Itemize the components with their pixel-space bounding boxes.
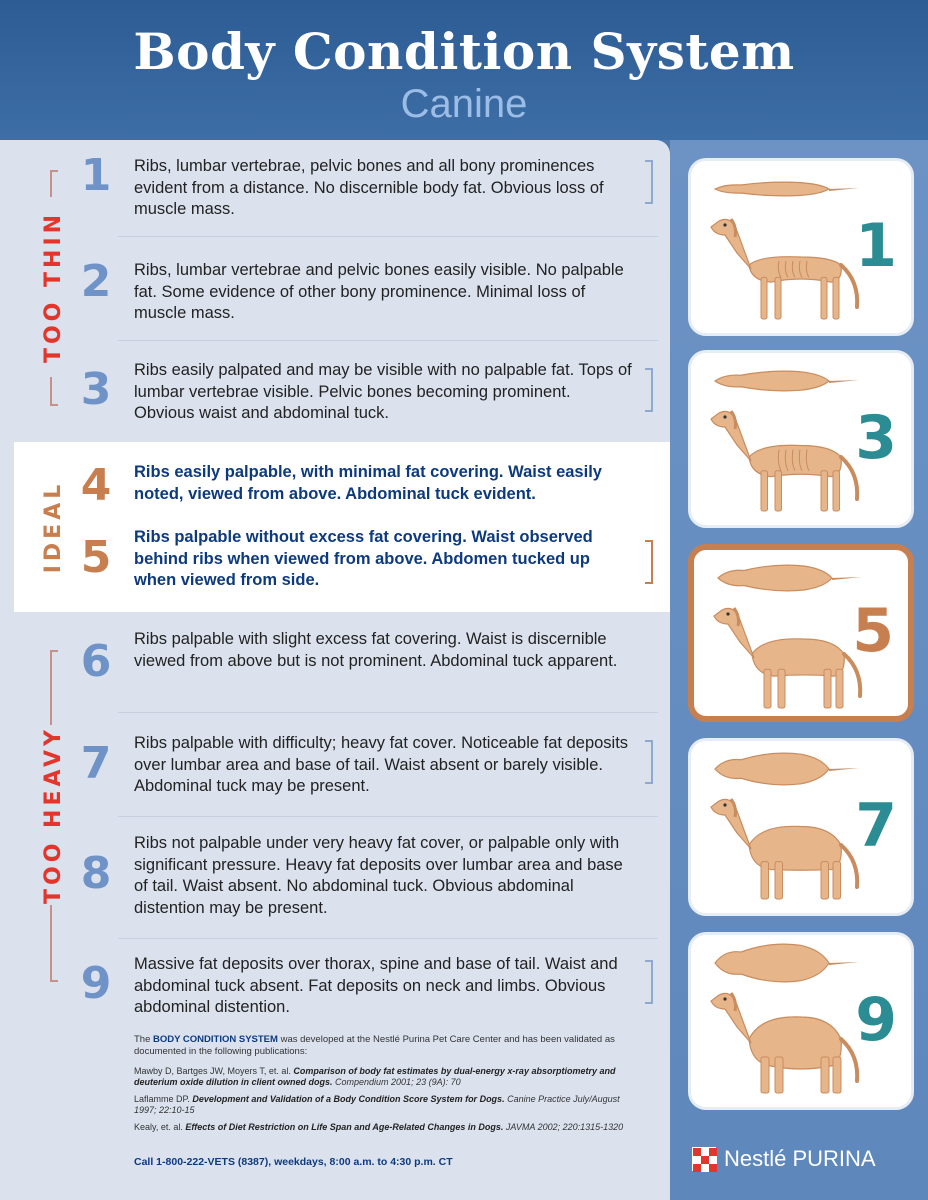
dog-head bbox=[714, 608, 754, 658]
divider bbox=[118, 236, 658, 237]
score-description: Ribs palpable without excess fat covering. Waist observed behind ribs when viewed from above. Abdomen tucked up when viewed from side. bbox=[134, 528, 593, 589]
card-score: 7 bbox=[855, 791, 897, 861]
nestle-purina-logo bbox=[692, 1144, 876, 1174]
footer-intro-post: was developed at the Nestlé Purina Pet Care Center and has been validated as documented in the following publications: bbox=[134, 1034, 615, 1057]
ref-title: Effects of Diet Restriction on Life Span and Age-Related Changes in Dogs. bbox=[185, 1122, 504, 1132]
dog-leg bbox=[836, 669, 843, 708]
score-number: 8 bbox=[80, 848, 112, 899]
card-link-bracket bbox=[645, 960, 653, 1004]
dog-leg bbox=[775, 471, 782, 511]
dog-eye bbox=[726, 612, 729, 615]
dog-leg bbox=[821, 277, 827, 319]
score-description: Ribs easily palpated and may be visible with no palpable fat. Tops of lumbar vertebrae visible. Pelvic bones becoming prominent. Obvious waist and abdominal tuck. bbox=[134, 361, 632, 422]
divider bbox=[118, 340, 658, 341]
card-link-bracket bbox=[645, 160, 653, 204]
reference bbox=[134, 1094, 634, 1116]
footer-intro bbox=[134, 1034, 634, 1058]
score-description: Ribs, lumbar vertebrae, pelvic bones and all bony prominences evident from a distance. No discernible body fat. Obvious loss of muscle mass. bbox=[134, 157, 604, 218]
score-description: Ribs, lumbar vertebrae and pelvic bones easily visible. No palpable fat. Some evidence of other bony prominence. Minimal loss of muscle mass. bbox=[134, 261, 624, 322]
score-number: 2 bbox=[80, 256, 112, 307]
header bbox=[0, 0, 928, 140]
dog-leg bbox=[821, 1057, 829, 1093]
dog-tail bbox=[829, 380, 859, 383]
ref-authors: Mawby D, Bartges JW, Moyers T, et. al. bbox=[134, 1066, 294, 1076]
dog-tail bbox=[832, 577, 862, 580]
checkerboard-icon bbox=[692, 1147, 716, 1171]
dog-leg bbox=[833, 471, 840, 511]
ref-journal: JAVMA 2002; 220:1315-1320 bbox=[503, 1122, 624, 1132]
dog-top-view bbox=[718, 565, 832, 591]
dog-leg bbox=[775, 862, 783, 899]
dog-leg bbox=[833, 1057, 841, 1093]
footer-intro-pre: The bbox=[134, 1034, 154, 1045]
score-number: 6 bbox=[80, 636, 112, 687]
dog-leg bbox=[824, 669, 831, 708]
score-description: Ribs not palpable under very heavy fat cover, or palpable only with significant pressure. Heavy fat deposits over lumbar area and base of tail. Waist absent. No abdominal tuck. Obvious abdominal distention may be present. bbox=[134, 834, 623, 917]
dog-tail bbox=[829, 962, 859, 965]
dog-top-view bbox=[715, 182, 829, 196]
reference bbox=[134, 1066, 634, 1088]
card-score: 1 bbox=[855, 211, 897, 281]
dog-card bbox=[688, 350, 914, 528]
card-score: 3 bbox=[855, 403, 897, 473]
dog-eye bbox=[723, 415, 726, 418]
score-description: Ribs palpable with slight excess fat covering. Waist is discernible viewed from above but is not prominent. Abdominal tuck apparent. bbox=[134, 630, 618, 670]
dog-tail bbox=[829, 768, 859, 771]
dog-tail bbox=[829, 188, 859, 191]
divider bbox=[118, 712, 658, 713]
page-title: Body Condition System bbox=[133, 22, 795, 81]
category-ideal: IDEAL bbox=[39, 457, 69, 597]
dog-card bbox=[688, 738, 914, 916]
dog-leg bbox=[761, 862, 769, 899]
category-too-heavy: TOO HEAVY bbox=[39, 725, 69, 905]
score-description: Massive fat deposits over thorax, spine and base of tail. Waist and abdominal tuck absent. Fat deposits on neck and limbs. Obvious abdominal distention. bbox=[134, 955, 618, 1016]
reference bbox=[134, 1122, 634, 1133]
ref-authors: Laflamme DP. bbox=[134, 1094, 193, 1104]
score-number: 9 bbox=[80, 958, 112, 1009]
ref-authors: Kealy, et. al. bbox=[134, 1122, 186, 1132]
score-description: Ribs easily palpable, with minimal fat covering. Waist easily noted, viewed from above. Abdominal tuck evident. bbox=[134, 463, 602, 503]
score-number: 1 bbox=[80, 150, 112, 201]
dog-leg bbox=[821, 862, 829, 899]
divider bbox=[118, 816, 658, 817]
dog-top-view bbox=[715, 753, 829, 785]
score-number: 7 bbox=[80, 738, 112, 789]
logo-text: Nestlé PURINA bbox=[724, 1146, 876, 1171]
ref-journal: Compendium 2001; 23 (9A): 70 bbox=[332, 1077, 461, 1087]
ref-title: Development and Validation of a Body Condition Score System for Dogs. bbox=[192, 1094, 505, 1104]
divider bbox=[118, 938, 658, 939]
dog-head bbox=[711, 219, 751, 269]
dog-top-view bbox=[715, 944, 829, 982]
dog-leg bbox=[761, 471, 768, 511]
dog-leg bbox=[833, 277, 839, 319]
contact-line: Call 1-800-222-VETS (8387), weekdays, 8:00 a.m. to 4:30 p.m. CT bbox=[134, 1156, 453, 1168]
category-too-thin: TOO THIN bbox=[39, 197, 69, 377]
ref-title: Comparison of body fat estimates by dual-energy x-ray absorptiometry and deuterium oxide dilution in client owned dogs. bbox=[134, 1066, 616, 1087]
dog-leg bbox=[775, 277, 781, 319]
dog-card bbox=[688, 158, 914, 336]
dog-leg bbox=[778, 669, 785, 708]
dog-card bbox=[688, 932, 914, 1110]
dog-leg bbox=[761, 277, 767, 319]
dog-leg bbox=[761, 1057, 769, 1093]
score-number: 5 bbox=[80, 532, 112, 583]
page-subtitle: Canine bbox=[400, 82, 528, 126]
footer-intro-bold: BODY CONDITION SYSTEM bbox=[153, 1034, 278, 1045]
dog-head bbox=[711, 799, 751, 849]
card-score: 9 bbox=[855, 985, 897, 1055]
dog-eye bbox=[723, 997, 726, 1000]
score-description: Ribs palpable with difficulty; heavy fat cover. Noticeable fat deposits over lumbar area and base of tail. Waist absent or barely visible. Abdominal tuck may be present. bbox=[134, 734, 629, 795]
dog-leg bbox=[833, 862, 841, 899]
ref-journal: Canine Practice July/August 1997; 22:10-15 bbox=[134, 1094, 620, 1115]
dog-top-view bbox=[715, 371, 829, 391]
dog-eye bbox=[723, 223, 726, 226]
score-number: 4 bbox=[80, 460, 112, 511]
dog-card-ideal bbox=[688, 544, 914, 722]
card-link-bracket bbox=[645, 540, 653, 584]
dog-head bbox=[711, 411, 751, 461]
card-link-bracket bbox=[645, 368, 653, 412]
dog-leg bbox=[821, 471, 828, 511]
dog-leg bbox=[775, 1057, 783, 1093]
dog-leg bbox=[764, 669, 771, 708]
score-number: 3 bbox=[80, 364, 112, 415]
card-score: 5 bbox=[852, 596, 894, 666]
dog-eye bbox=[723, 803, 726, 806]
dog-head bbox=[711, 993, 751, 1043]
card-link-bracket bbox=[645, 740, 653, 784]
